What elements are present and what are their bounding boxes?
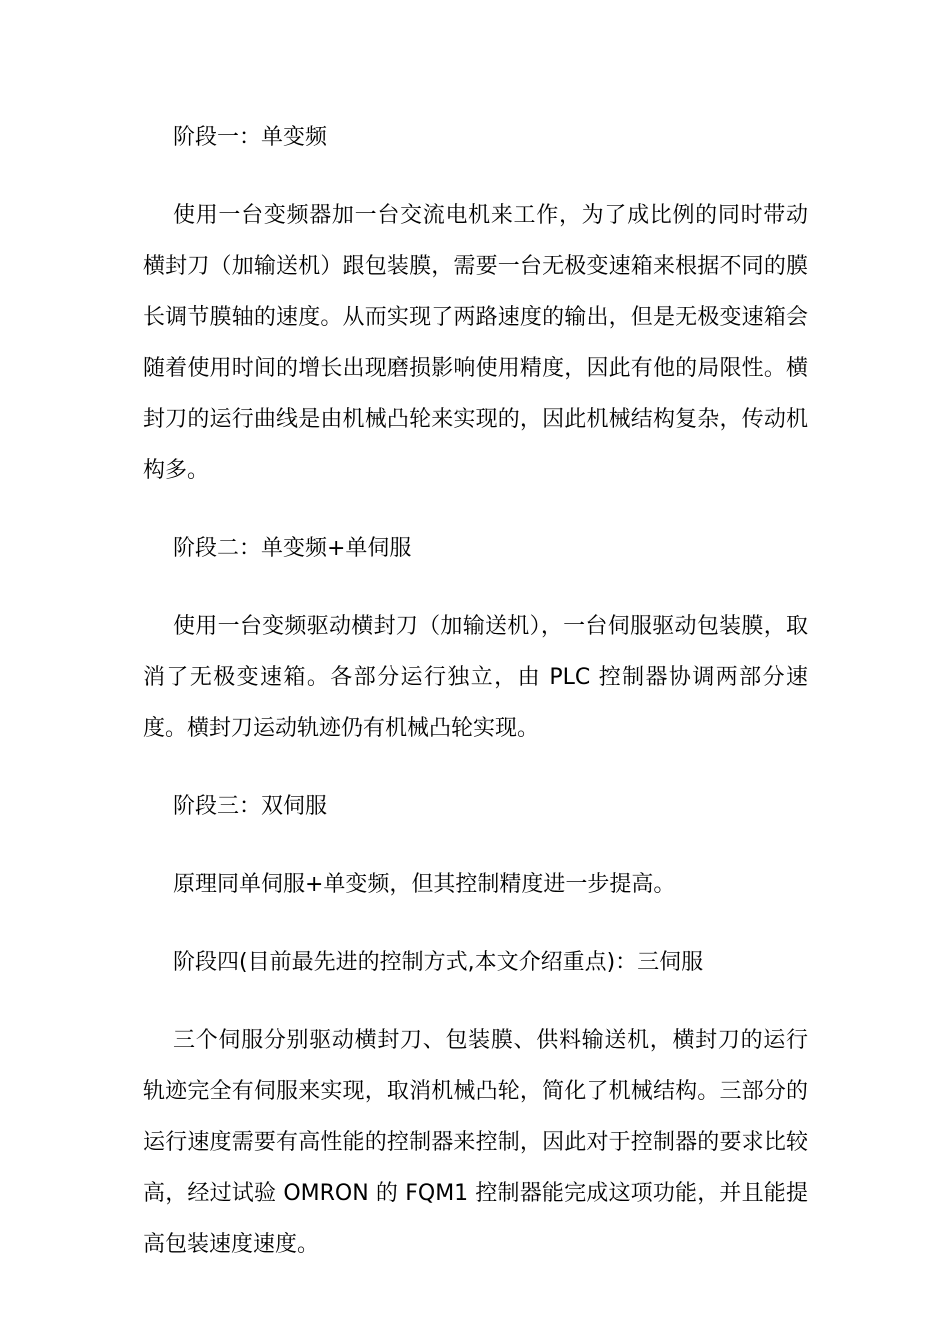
section-4-paragraph: 三个伺服分别驱动横封刀、包装膜、供料输送机，横封刀的运行轨迹完全有伺服来实现，取消机械凸轮，简化了机械结构。三部分的运行速度需要有高性能的控制器来控制，因此对于控制器的要求比较高，经过试验 OMRON 的 FQM1 控制器能完成这项功能，并且能提高包装速度速度。 bbox=[143, 1028, 808, 1257]
section-1-paragraph: 使用一台变频器加一台交流电机来工作，为了成比例的同时带动横封刀（加输送机）跟包装膜，需要一台无极变速箱来根据不同的膜长调节膜轴的速度。从而实现了两路速度的输出，但是无极变速箱会随着使用时间的增长出现磨损影响使用精度，因此有他的局限性。横封刀的运行曲线是由机械凸轮来实现的，因此机械结构复杂，传动机构多。 bbox=[143, 203, 808, 483]
section-3-heading: 阶段三：双伺服 bbox=[173, 794, 328, 819]
section-2-paragraph: 使用一台变频驱动横封刀（加输送机），一台伺服驱动包装膜，取消了无极变速箱。各部分运行独立，由 PLC 控制器协调两部分速度。横封刀运动轨迹仍有机械凸轮实现。 bbox=[143, 614, 808, 741]
section-3-paragraph: 原理同单伺服+单变频，但其控制精度进一步提高。 bbox=[173, 872, 676, 897]
section-2-heading: 阶段二：单变频+单伺服 bbox=[173, 536, 412, 561]
section-4-heading: 阶段四(目前最先进的控制方式,本文介绍重点)：三伺服 bbox=[173, 950, 704, 975]
section-1-heading: 阶段一：单变频 bbox=[173, 125, 328, 150]
document-body bbox=[143, 112, 808, 1297]
